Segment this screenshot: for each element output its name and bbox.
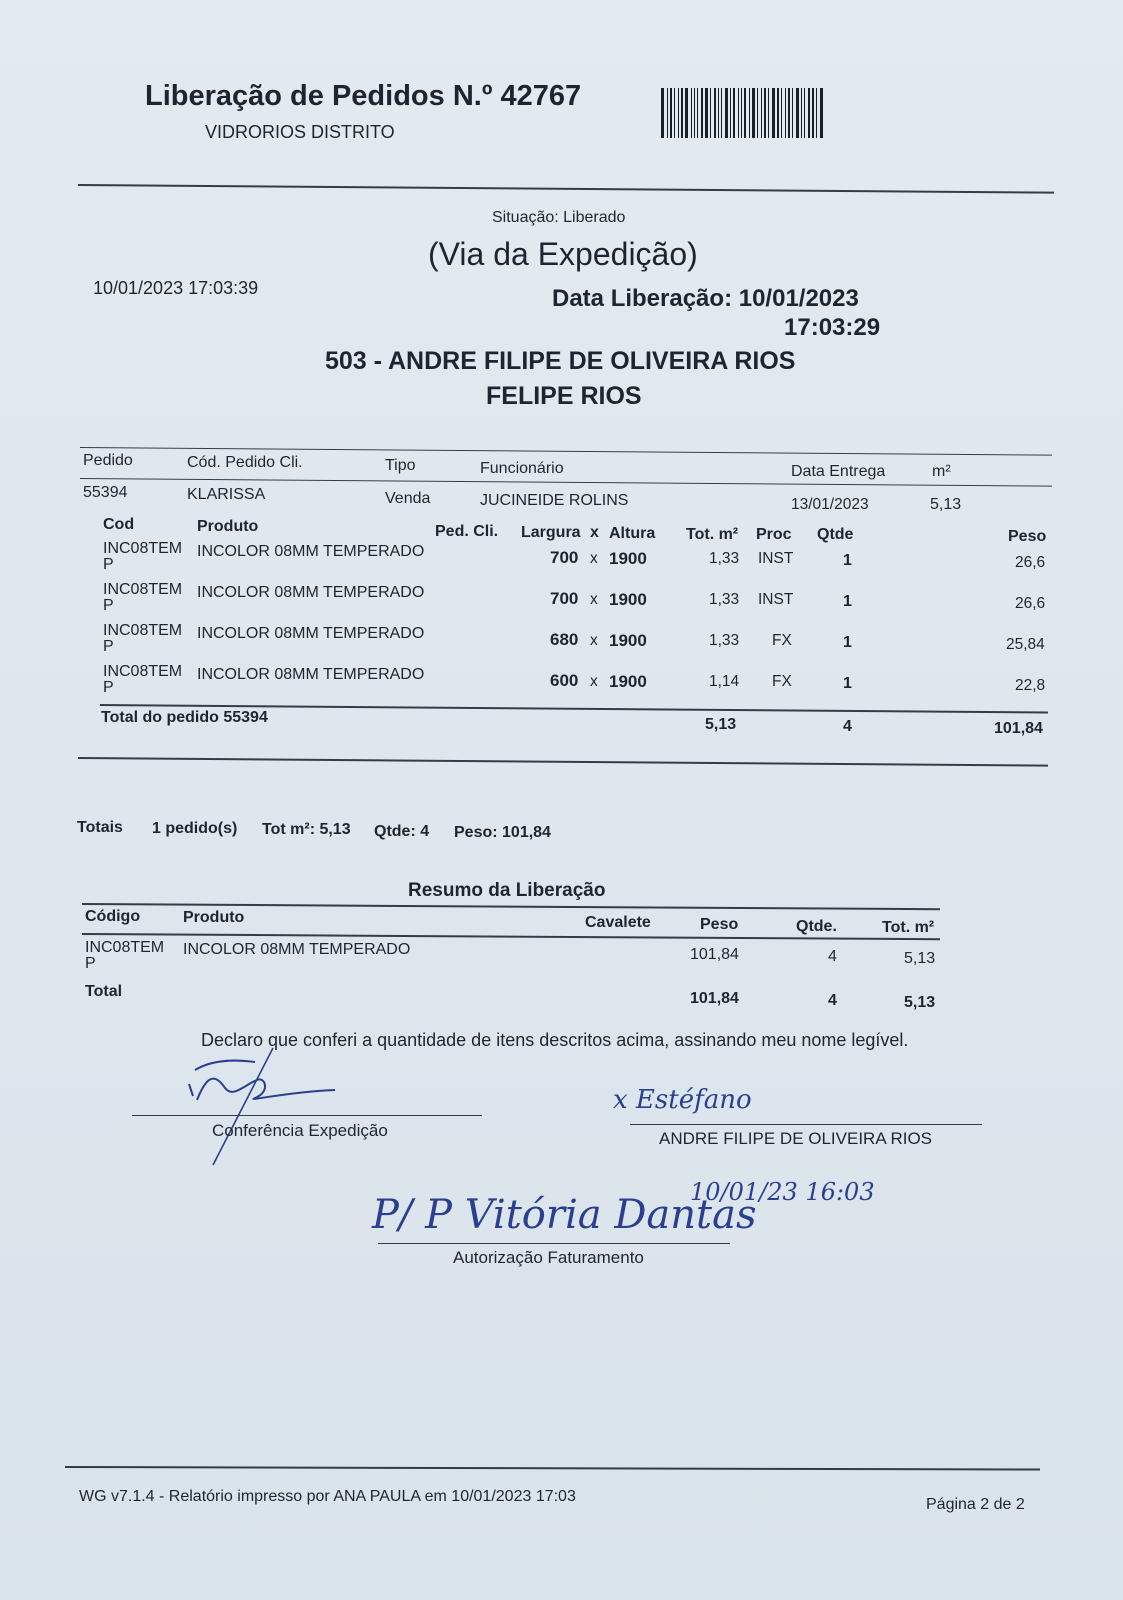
authorization-line [378, 1243, 730, 1244]
item-width: 700 [550, 589, 579, 608]
item-tot-m2: 1,33 [709, 591, 740, 608]
item-code-suffix: P [103, 556, 114, 573]
authorization-label: Autorização Faturamento [453, 1248, 644, 1267]
barcode-bar [816, 88, 817, 138]
item-x: x [590, 673, 598, 690]
item-proc: INST [758, 550, 794, 567]
document-title: Liberação de Pedidos N.º 42767 [145, 80, 582, 112]
item-height: 1900 [609, 590, 647, 609]
col-produto: Produto [197, 518, 259, 535]
barcode-bar [801, 88, 802, 138]
item-peso: 25,84 [1006, 636, 1045, 653]
col-altura: Altura [609, 525, 656, 542]
barcode-bar [694, 88, 695, 138]
col-m2: m² [932, 463, 951, 480]
col-largura: Largura [521, 524, 581, 541]
col-tipo: Tipo [385, 457, 416, 474]
client-name: 503 - ANDRE FILIPE DE OLIVEIRA RIOS [325, 347, 796, 375]
client-signature-line [630, 1124, 982, 1125]
item-proc: FX [772, 632, 792, 649]
totals-qtde: Qtde: 4 [374, 823, 430, 840]
barcode-bar [730, 88, 731, 138]
barcode-bar [749, 88, 750, 138]
release-time: 17:03:29 [784, 314, 881, 341]
footer-print-info: WG v7.1.4 - Relatório impresso por ANA PAULA em 10/01/2023 17:03 [79, 1488, 576, 1505]
order-total-label: Total do pedido 55394 [101, 709, 268, 726]
client-signature-label: ANDRE FILIPE DE OLIVEIRA RIOS [659, 1129, 933, 1148]
barcode-bar [691, 88, 692, 138]
summary-total-peso: 101,84 [690, 990, 739, 1007]
barcode-bar [685, 88, 688, 138]
col-x: x [590, 524, 599, 541]
summary-total-qtde: 4 [828, 992, 837, 1009]
header-divider [78, 184, 1054, 194]
barcode-bar [757, 88, 758, 138]
employee-name: JUCINEIDE ROLINS [480, 492, 629, 509]
barcode-bar [738, 88, 739, 138]
barcode-bar [721, 88, 722, 138]
barcode-bar [741, 88, 742, 138]
summary-code: INC08TEM [85, 939, 165, 956]
barcode-bar [733, 88, 735, 138]
summary-product: INCOLOR 08MM TEMPERADO [183, 941, 411, 958]
item-x: x [590, 550, 598, 567]
handwritten-date: 10/01/23 16:03 [690, 1178, 875, 1206]
release-date: Data Liberação: 10/01/2023 [552, 285, 859, 312]
barcode-bar [761, 88, 762, 138]
summary-tot-m2: 5,13 [904, 950, 936, 967]
col-ped-cli: Ped. Cli. [435, 523, 499, 540]
barcode-bar [764, 88, 766, 138]
summary-col-tot-m2: Tot. m² [882, 919, 935, 936]
item-qtde: 1 [843, 552, 852, 569]
summary-col-qtde: Qtde. [796, 918, 837, 935]
barcode-bar [670, 88, 672, 138]
item-qtde: 1 [843, 593, 852, 610]
order-total-m2: 5,13 [705, 716, 737, 733]
barcode-bar [710, 88, 711, 138]
summary-col-codigo: Código [85, 908, 141, 925]
totals-label: Totais [77, 819, 123, 836]
barcode-bar [661, 88, 664, 138]
barcode-bar [681, 88, 683, 138]
col-pedido: Pedido [83, 452, 133, 469]
item-code: INC08TEM [103, 622, 183, 639]
order-total-peso: 101,84 [994, 720, 1043, 737]
totals-peso: Peso: 101,84 [454, 824, 551, 841]
summary-code-suffix: P [85, 955, 96, 972]
barcode-image [661, 88, 833, 138]
col-cod-pedido-cli: Cód. Pedido Cli. [187, 454, 303, 471]
summary-peso: 101,84 [690, 946, 739, 963]
summary-total-tot-m2: 5,13 [904, 994, 936, 1011]
col-qtde: Qtde [817, 526, 854, 543]
conferencia-line [132, 1115, 482, 1116]
col-funcionario: Funcionário [480, 460, 564, 477]
barcode-bar [785, 88, 786, 138]
item-peso: 26,6 [1015, 554, 1046, 571]
barcode-bar [674, 88, 675, 138]
item-tot-m2: 1,33 [709, 550, 740, 567]
item-x: x [590, 591, 598, 608]
client-handwritten-signature: x Estéfano [613, 1085, 752, 1115]
item-width: 680 [550, 630, 579, 649]
item-width: 600 [550, 671, 579, 690]
item-qtde: 1 [843, 675, 852, 692]
barcode-bar [697, 88, 698, 138]
summary-col-cavalete: Cavalete [585, 914, 651, 931]
barcode-bar [714, 88, 716, 138]
barcode-bar [777, 88, 779, 138]
item-qtde: 1 [843, 634, 852, 651]
barcode-bar [705, 88, 708, 138]
item-code: INC08TEM [103, 663, 183, 680]
col-peso: Peso [1008, 528, 1047, 545]
item-height: 1900 [609, 631, 647, 650]
item-tot-m2: 1,33 [709, 632, 740, 649]
barcode-bar [667, 88, 668, 138]
printed-datetime: 10/01/2023 17:03:39 [93, 278, 259, 298]
item-code-suffix: P [103, 679, 114, 696]
col-data-entrega: Data Entrega [791, 463, 886, 480]
item-peso: 26,6 [1015, 595, 1046, 612]
item-product: INCOLOR 08MM TEMPERADO [197, 543, 425, 560]
col-cod: Cod [103, 516, 135, 533]
barcode-bar [718, 88, 719, 138]
item-width: 700 [550, 548, 579, 567]
item-height: 1900 [609, 672, 647, 691]
footer-rule [65, 1466, 1040, 1471]
item-product: INCOLOR 08MM TEMPERADO [197, 584, 425, 601]
item-height: 1900 [609, 549, 647, 568]
barcode-bar [781, 88, 782, 138]
barcode-bar [744, 88, 746, 138]
item-product: INCOLOR 08MM TEMPERADO [197, 666, 425, 683]
item-x: x [590, 632, 598, 649]
conferencia-label: Conferência Expedição [212, 1121, 388, 1140]
summary-col-produto: Produto [183, 909, 245, 926]
barcode-bar [804, 88, 805, 138]
col-proc: Proc [756, 526, 792, 543]
totals-orders: 1 pedido(s) [152, 820, 238, 837]
order-number: 55394 [83, 484, 128, 501]
order-total-qtde: 4 [843, 718, 852, 735]
barcode-bar [725, 88, 728, 138]
item-code: INC08TEM [103, 540, 183, 557]
client-nickname: FELIPE RIOS [486, 382, 642, 410]
declaration-text: Declaro que conferi a quantidade de itens descritos acima, assinando meu nome legível. [201, 1030, 909, 1050]
barcode-bar [812, 88, 814, 138]
totals-m2: Tot m²: 5,13 [262, 821, 351, 838]
col-tot-m2: Tot. m² [686, 526, 739, 543]
section-divider [78, 757, 1048, 767]
barcode-bar [752, 88, 755, 138]
item-proc: FX [772, 673, 792, 690]
item-peso: 22,8 [1015, 677, 1046, 694]
barcode-bar [796, 88, 799, 138]
barcode-bar [788, 88, 790, 138]
barcode-bar [678, 88, 679, 138]
barcode-bar [772, 88, 775, 138]
item-product: INCOLOR 08MM TEMPERADO [197, 625, 425, 642]
summary-title: Resumo da Liberação [408, 880, 606, 901]
order-m2: 5,13 [930, 496, 962, 513]
item-code-suffix: P [103, 638, 114, 655]
authorization-handwritten-signature: P/ P Vitória Dantas [372, 1192, 757, 1238]
barcode-bar [792, 88, 793, 138]
delivery-date: 13/01/2023 [791, 496, 869, 513]
item-proc: INST [758, 591, 794, 608]
item-code-suffix: P [103, 597, 114, 614]
barcode-bar [808, 88, 810, 138]
page-number: Página 2 de 2 [926, 1496, 1025, 1513]
barcode-bar [820, 88, 823, 138]
summary-qtde: 4 [828, 948, 837, 965]
status-text: Situação: Liberado [492, 209, 626, 226]
conferencia-signature [185, 1040, 345, 1170]
barcode-bar [768, 88, 769, 138]
summary-total-label: Total [85, 983, 123, 1000]
barcode-bar [701, 88, 703, 138]
item-code: INC08TEM [103, 581, 183, 598]
client-order-code: KLARISSA [187, 486, 266, 503]
order-type: Venda [385, 490, 431, 507]
company-name: VIDRORIOS DISTRITO [205, 122, 395, 142]
copy-type-title: (Via da Expedição) [428, 236, 698, 272]
item-tot-m2: 1,14 [709, 673, 740, 690]
summary-col-peso: Peso [700, 916, 739, 933]
